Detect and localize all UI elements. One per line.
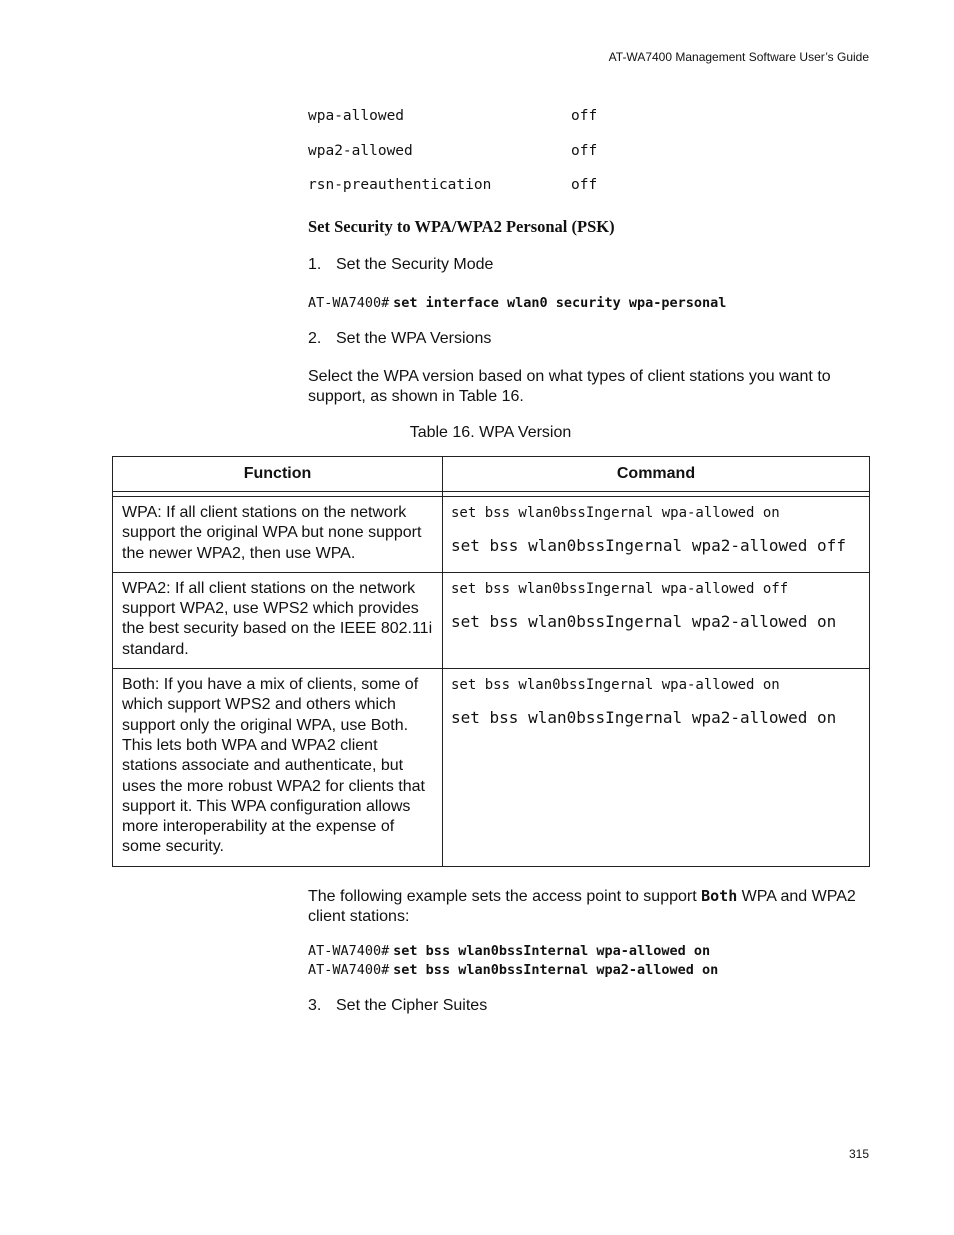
cli-prompt: AT-WA7400# bbox=[308, 943, 390, 959]
setting-value: off bbox=[571, 143, 598, 159]
setting-key: wpa-allowed bbox=[308, 108, 405, 124]
step-label: Set the Security Mode bbox=[336, 256, 494, 273]
example-paragraph bbox=[308, 886, 873, 927]
command-cell bbox=[443, 497, 870, 573]
column-header-command: Command bbox=[443, 457, 870, 492]
page-number: 315 bbox=[848, 1147, 869, 1161]
command-cell bbox=[443, 669, 870, 867]
function-cell: Both: If you have a mix of clients, some of which support WPS2 and others which support only the original WPA, use Both. This lets both WPA and WPA2 client stations associate and authenticate, but uses the more robust WPA2 for clients that support it. This WPA configuration allows more interoperability at the expense of some security. bbox=[113, 669, 443, 867]
table-header-row bbox=[113, 457, 870, 492]
cli-command: set interface wlan0 security wpa-personal bbox=[393, 295, 727, 311]
cli-example bbox=[308, 942, 710, 959]
step-number: 1. bbox=[308, 256, 322, 273]
cli-prompt: AT-WA7400# bbox=[308, 962, 390, 978]
intro-paragraph: Select the WPA version based on what types of client stations you want to support, as shown in Table 16. bbox=[308, 368, 831, 405]
running-header: AT-WA7400 Management Software User’s Guide bbox=[608, 50, 869, 64]
table-row bbox=[113, 497, 870, 573]
command-line: set bss wlan0bssIngernal wpa-allowed on bbox=[451, 677, 780, 694]
step-number: 3. bbox=[308, 997, 322, 1014]
setting-value: off bbox=[571, 108, 598, 124]
inline-code: Both bbox=[701, 887, 738, 905]
command-line: set bss wlan0bssIngernal wpa2-allowed on bbox=[451, 708, 837, 728]
step-item bbox=[308, 256, 493, 274]
function-cell: WPA: If all client stations on the network support the original WPA but none support the newer WPA2, then use WPA. bbox=[113, 497, 443, 573]
wpa-version-table bbox=[112, 456, 870, 867]
table-caption: Table 16. WPA Version bbox=[409, 424, 572, 441]
command-line: set bss wlan0bssIngernal wpa2-allowed off bbox=[451, 536, 846, 555]
cli-example bbox=[308, 294, 726, 311]
step-item bbox=[308, 997, 487, 1015]
command-line: set bss wlan0bssIngernal wpa-allowed on bbox=[451, 505, 780, 521]
example-text-before: The following example sets the access point to support bbox=[308, 888, 702, 905]
example-text-after: WPA and WPA2 client stations: bbox=[308, 888, 856, 925]
setting-key: rsn-preauthentication bbox=[308, 177, 492, 193]
table-row bbox=[113, 669, 870, 867]
function-cell: WPA2: If all client stations on the network support WPA2, use WPS2 which provides the best security based on the IEEE 802.11i standard. bbox=[113, 572, 443, 668]
table-row bbox=[113, 572, 870, 668]
step-item bbox=[308, 330, 491, 348]
command-line: set bss wlan0bssIngernal wpa-allowed off bbox=[451, 580, 789, 597]
cli-command: set bss wlan0bssInternal wpa2-allowed on bbox=[393, 962, 719, 978]
command-line: set bss wlan0bssIngernal wpa2-allowed on bbox=[451, 611, 837, 631]
setting-value: off bbox=[571, 177, 598, 193]
command-cell bbox=[443, 572, 870, 668]
step-label: Set the Cipher Suites bbox=[336, 997, 488, 1014]
cli-prompt: AT-WA7400# bbox=[308, 295, 390, 311]
column-header-function: Function bbox=[113, 457, 443, 492]
step-number: 2. bbox=[308, 330, 322, 347]
setting-key: wpa2-allowed bbox=[308, 143, 413, 159]
cli-example bbox=[308, 961, 718, 978]
step-label: Set the WPA Versions bbox=[336, 330, 492, 347]
section-heading: Set Security to WPA/WPA2 Personal (PSK) bbox=[308, 217, 615, 236]
cli-command: set bss wlan0bssInternal wpa-allowed on bbox=[393, 943, 711, 959]
